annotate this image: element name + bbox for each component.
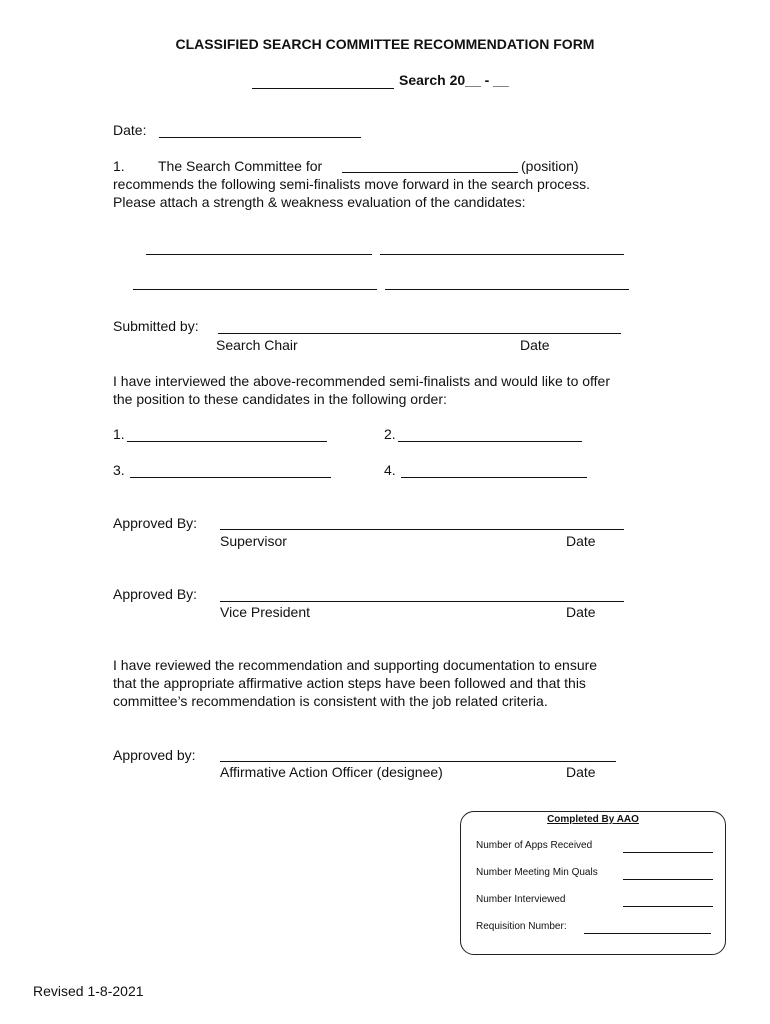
semifinalist-field-3[interactable]	[133, 289, 377, 290]
supervisor-signature-field[interactable]	[220, 529, 624, 530]
search-department-field[interactable]	[252, 88, 394, 89]
search-chair-signature-field[interactable]	[218, 333, 621, 334]
date-field[interactable]	[159, 137, 361, 138]
requisition-number-label: Requisition Number:	[476, 921, 567, 932]
vp-approval-label: Approved By:	[113, 586, 198, 602]
candidate-number-1: 1.	[113, 426, 125, 442]
apps-received-field[interactable]	[623, 852, 713, 853]
semifinalist-field-1[interactable]	[146, 254, 372, 255]
section1-text-position: (position)	[521, 158, 579, 174]
aao-completion-box	[460, 811, 726, 955]
supervisor-approval-label: Approved By:	[113, 515, 198, 531]
interview-text-line1: I have interviewed the above-recommended semi-finalists and would like to offer	[113, 373, 610, 389]
vp-caption: Vice President	[220, 604, 311, 620]
aao-date-caption: Date	[566, 764, 596, 780]
section1-text-line2: recommends the following semi-finalists move forward in the search process.	[113, 176, 590, 192]
section-number: 1.	[113, 158, 125, 174]
candidate-field-4[interactable]	[401, 477, 587, 478]
aa-review-line1: I have reviewed the recommendation and supporting documentation to ensure	[113, 657, 598, 673]
min-quals-label: Number Meeting Min Quals	[476, 867, 598, 878]
semifinalist-field-4[interactable]	[385, 289, 629, 290]
section1-text-line3: Please attach a strength & weakness evaluation of the candidates:	[113, 194, 526, 210]
semifinalist-field-2[interactable]	[380, 254, 624, 255]
date-label: Date:	[113, 122, 147, 138]
candidate-field-3[interactable]	[130, 477, 331, 478]
aao-caption: Affirmative Action Officer (designee)	[220, 764, 443, 780]
form-title: CLASSIFIED SEARCH COMMITTEE RECOMMENDATION FORM	[175, 36, 595, 52]
candidate-field-2[interactable]	[398, 441, 582, 442]
candidate-number-2: 2.	[384, 426, 396, 442]
vp-signature-field[interactable]	[220, 601, 624, 602]
vp-date-caption: Date	[566, 604, 596, 620]
aao-approval-label: Approved by:	[113, 747, 196, 763]
aao-signature-field[interactable]	[220, 761, 616, 762]
candidate-field-1[interactable]	[127, 441, 327, 442]
aa-review-line3: committee’s recommendation is consistent with the job related criteria.	[113, 693, 548, 709]
apps-received-label: Number of Apps Received	[476, 840, 593, 851]
aa-review-line2: that the appropriate affirmative action steps have been followed and that this	[113, 675, 586, 691]
candidate-number-3: 3.	[113, 462, 125, 478]
interviewed-field[interactable]	[623, 906, 713, 907]
candidate-number-4: 4.	[384, 462, 396, 478]
revision-date: Revised 1-8-2021	[33, 983, 144, 999]
submitted-by-label: Submitted by:	[113, 318, 199, 334]
aao-box-heading: Completed By AAO	[547, 814, 639, 825]
requisition-number-field[interactable]	[584, 933, 711, 934]
search-chair-caption: Search Chair	[216, 337, 298, 353]
interviewed-label: Number Interviewed	[476, 894, 566, 905]
supervisor-date-caption: Date	[566, 533, 596, 549]
supervisor-caption: Supervisor	[220, 533, 287, 549]
search-chair-date-caption: Date	[520, 337, 550, 353]
section1-text-start: The Search Committee for	[158, 158, 323, 174]
position-field[interactable]	[342, 172, 518, 173]
min-quals-field[interactable]	[623, 879, 713, 880]
interview-text-line2: the position to these candidates in the following order:	[113, 391, 447, 407]
search-year-label: Search 20__ - __	[399, 72, 509, 88]
